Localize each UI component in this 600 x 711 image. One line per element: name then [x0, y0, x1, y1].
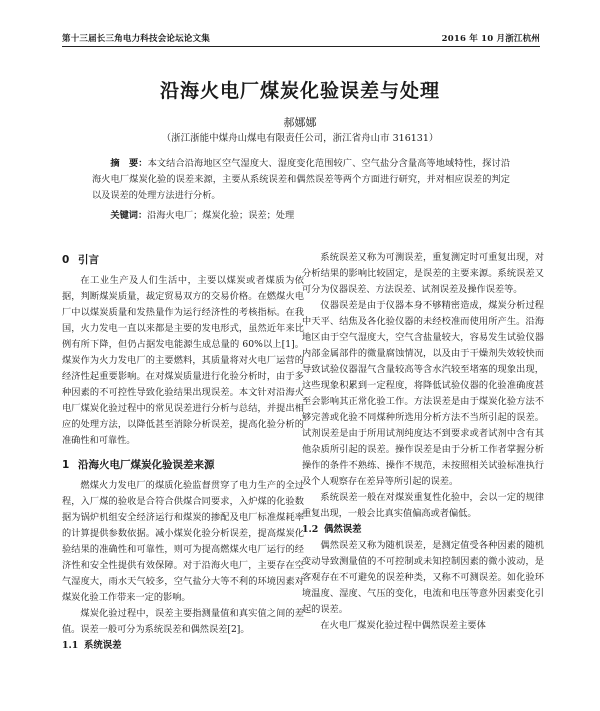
paragraph: 系统误差又称为可测误差，重复测定时可重复出现，对分析结果的影响比较固定，是误差的主要来源。系统误差又可分为仪器误差、方法误差、试剂误差及操作误差等。: [302, 252, 544, 295]
section-heading-intro: [62, 250, 304, 270]
paragraph: 仪器误差是由于仪器本身不够精密造成，煤炭分析过程中天平、结焦及各化验仪器的未经校准而使用所产生。沿海地区由于空气湿度大，空气含盐量较大，容易发生试验仪器内部金属部件的微量腐蚀情况，以及由于干燥剂失效较快而导致试验仪器湿气含量较高等含水汽较至堵塞的现象出现，这些现象积累到一定程度，将降低试验仪器的化验准确度甚至会影响其正常化验工作。方法误差是由于煤炭化验方法不够完善或化验不同煤种所选用分析方法不当所引起的误差。试剂误差是由于所用试剂纯度达不到要求或者试剂中含有其他杂质所引起的误差。操作误差是由于分析工作者掌握分析操作的条件不熟练、操作不规范，未按照相关试验标准执行及个人观察存在差异等所引起的误差。: [302, 300, 544, 487]
section-title: 沿海火电厂煤炭化验误差来源: [78, 459, 215, 471]
paper-title: 沿海火电厂煤炭化验误差与处理: [159, 80, 440, 102]
section-heading-error-sources: [62, 455, 304, 475]
running-header-left: 第十三届长三角电力科技会论坛论文集: [62, 34, 210, 44]
section-title: 引言: [78, 254, 99, 266]
left-column: [62, 250, 304, 654]
paragraph: 偶然误差又称为随机误差，是测定值受各种因素的随机变动导致测量值的不可控制或未知控制因素的微小波动，是客观存在不可避免的误差种类，又称不可测误差。如化验环境温度、湿度、气压的变化，电流和电压等意外因素变化引起的误差。: [302, 540, 544, 615]
subsection-number: 1.2: [302, 524, 319, 535]
running-header-right: 2016 年 10 月浙江杭州: [441, 34, 540, 44]
paragraph: 在工业生产及人们生活中，主要以煤炭或者煤质为依据，判断煤炭质量，裁定贸易双方的交易价格。在燃煤火电厂中以煤炭质量和发热量作为运行经济性的考核指标。在我国，火力发电一直以来都是主要的发电形式，虽然近年来比例有所下降，但仍占据发电能源生成总量的 60%以上[1]。煤炭作为火力发电厂的主要燃料，其质量将对火电厂运营的经济性起重要影响。在对煤炭质量进行化验分析时，由于多种因素的不可控性导致化验结果出现误差。本文针对沿海火电厂煤炭化验过程中的常见误差进行分析与总结，并提出相应的处理方法，以降低甚至消除分析误差，提高化验分析的准确性和可靠性。: [62, 275, 304, 446]
running-header: [62, 32, 540, 44]
subsection-title: 偶然误差: [324, 524, 362, 535]
paragraph: 系统误差一般在对煤炭重复性化验中，会以一定的规律重复出现，一般会比真实值偏高或者偏低。: [302, 492, 544, 519]
keywords-text: 沿海火电厂；煤炭化验；误差；处理: [147, 210, 295, 221]
section-number: 0: [62, 254, 70, 266]
paragraph: 燃煤火力发电厂的煤质化验监督贯穿了电力生产的全过程，入厂煤的验收是合符合供煤合同要求，入炉煤的化验数据为锅炉机组安全经济运行和煤炭的掺配及电厂标准煤耗率的计算提供参数依据。减小煤炭化验分析误差，提高煤炭化验结果的准确性和可靠性，则可为提高燃煤火电厂运行的经济性和安全性提供有效保障。对于沿海火电厂，主要存在空气湿度大，雨水天气较多，空气盐分大等不利的环境因素对煤炭化验工作带来一定的影响。: [62, 480, 304, 603]
paragraph: 煤炭化验过程中，误差主要指测量值和真实值之间的差值。误差一般可分为系统误差和偶然误差[2]。: [62, 608, 304, 635]
keywords: [92, 208, 510, 224]
subsection-number: 1.1: [62, 640, 79, 651]
abstract: [92, 156, 510, 204]
header-rule: [62, 46, 540, 47]
author-name: 郝娜娜: [283, 116, 317, 129]
right-column: [302, 250, 544, 634]
keywords-label: 关键词：: [110, 210, 148, 221]
subsection-title: 系统误差: [84, 640, 122, 651]
abstract-text: 本文结合沿海地区空气湿度大、湿度变化范围较广、空气盐分含量高等地域特性，探讨沿海火电厂煤炭化验的误差来源，主要从系统误差和偶然误差等两个方面进行研究，并对相应误差的判定以及误差的处理方法进行分析。: [92, 158, 511, 201]
paragraph: 在火电厂煤炭化验过程中偶然误差主要体: [320, 620, 486, 631]
section-number: 1: [62, 459, 70, 471]
abstract-label: 摘 要：: [110, 158, 148, 169]
subsection-heading-random-error: [302, 522, 544, 538]
subsection-heading-systematic-error: [62, 638, 304, 654]
author-affiliation: （浙江浙能中煤舟山煤电有限责任公司，浙江省舟山市 316131）: [161, 133, 439, 144]
